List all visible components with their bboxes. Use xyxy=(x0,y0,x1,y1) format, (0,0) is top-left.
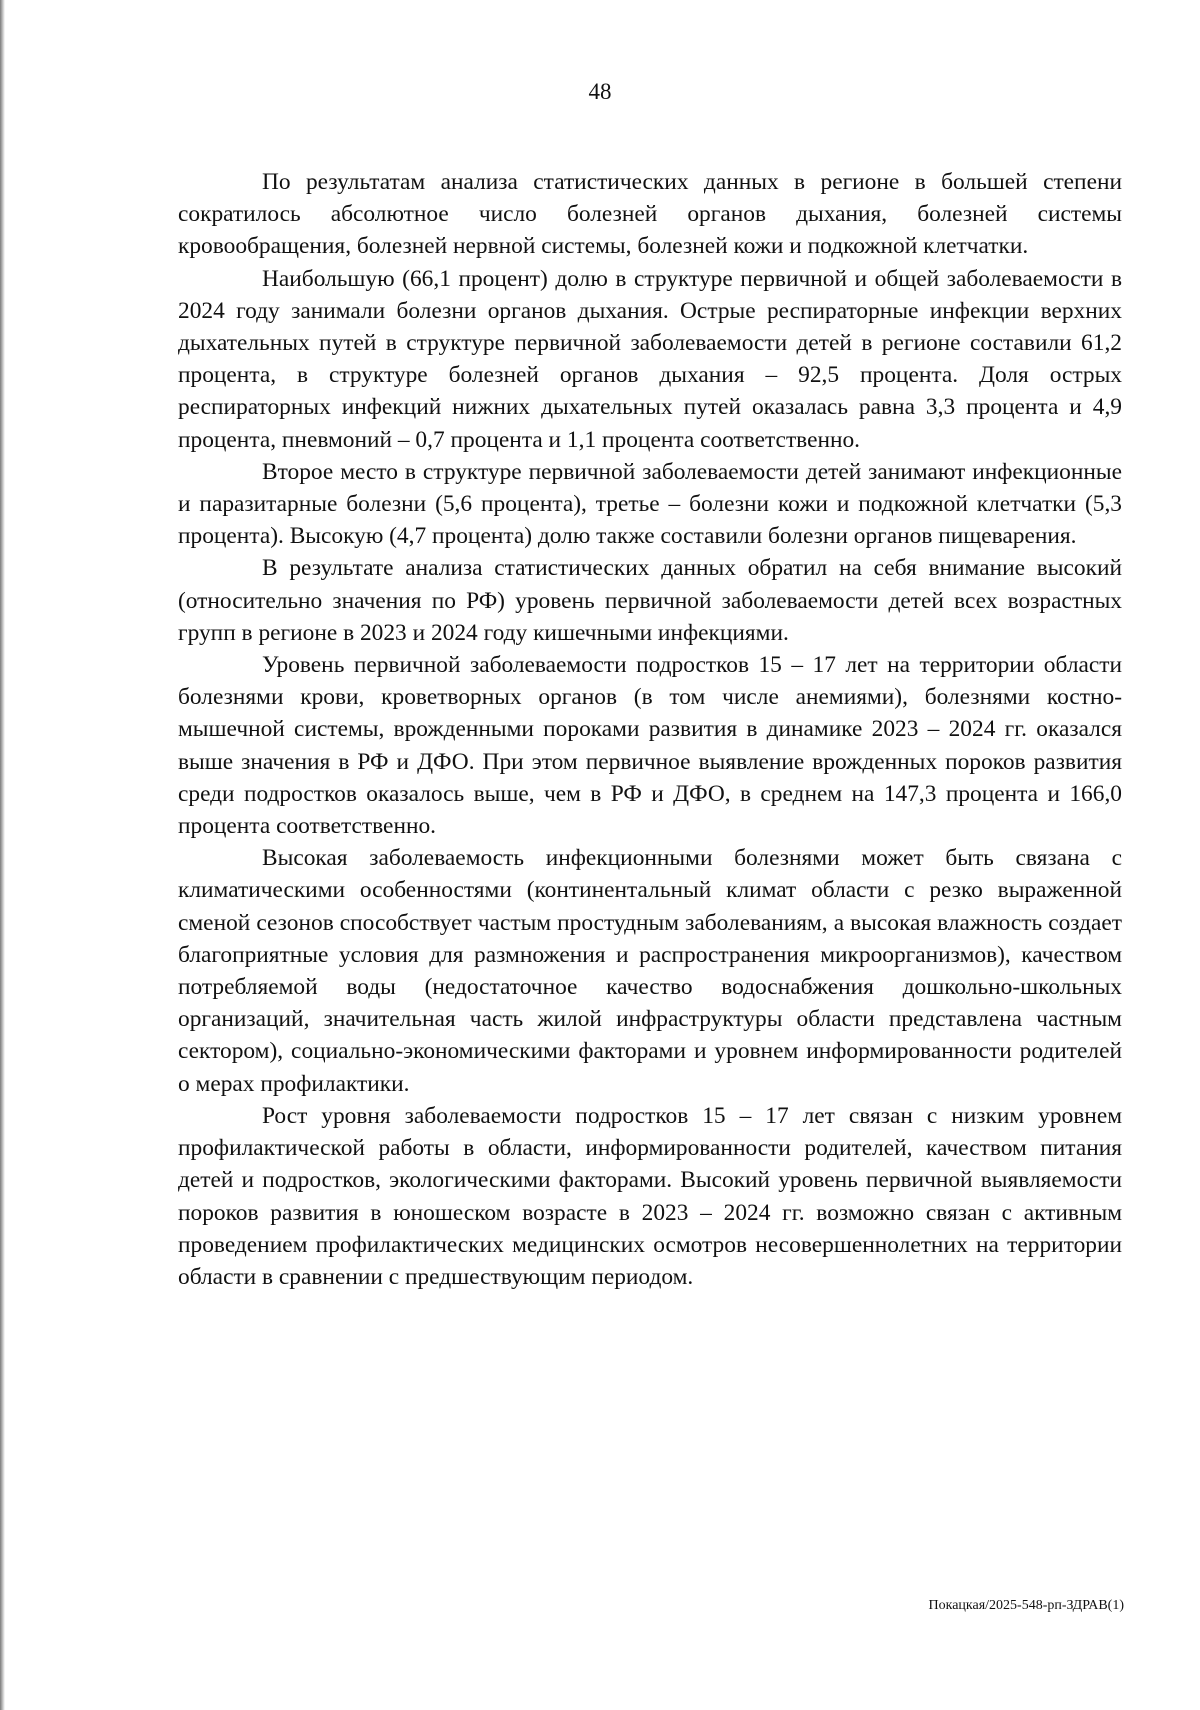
paragraph-2: Наибольшую (66,1 процент) долю в структуре первичной и общей заболеваемости в 2024 году занимали болезни органов дыхания. Острые респираторные инфекции верхних дыхательных путей в структуре первичной заболеваемости детей в регионе составили 61,2 процента, в структуре болезней органов дыхания – 92,5 процента. Доля острых респираторных инфекций нижних дыхательных путей оказалась равна 3,3 процента и 4,9 процента, пневмоний – 0,7 процента и 1,1 процента соответственно. xyxy=(178,265,1122,453)
document-footer-code: Покацкая/2025-548-рп-ЗДРАВ(1) xyxy=(928,1598,1124,1613)
body-text xyxy=(178,166,1122,1293)
paragraph-7: Рост уровня заболеваемости подростков 15 – 17 лет связан с низким уровнем профилактической работы в области, информированности родителей, качеством питания детей и подростков, экологическими факторами. Высокий уровень первичной выявляемости пороков развития в юношеском возрасте в 2023 – 2024 гг. возможно связан с активным проведением профилактических медицинских осмотров несовершеннолетних на территории области в сравнении с предшествующим периодом. xyxy=(178,1102,1122,1290)
paragraph-3: Второе место в структуре первичной заболеваемости детей занимают инфекционные и паразитарные болезни (5,6 процента), третье – болезни кожи и подкожной клетчатки (5,3 процента). Высокую (4,7 процента) долю также составили болезни органов пищеварения. xyxy=(178,458,1122,550)
page-number: 48 xyxy=(588,79,612,104)
paragraph-6: Высокая заболеваемость инфекционными болезнями может быть связана с климатическими особенностями (континентальный климат области с резко выраженной сменой сезонов способствует частым простудным заболеваниям, а высокая влажность создает благоприятные условия для размножения и распространения микроорганизмов), качеством потребляемой воды (недостаточное качество водоснабжения дошкольно-школьных организаций, значительная часть жилой инфраструктуры области представлена частным сектором), социально-экономическими факторами и уровнем информированности родителей о мерах профилактики. xyxy=(178,845,1122,1097)
paragraph-1: По результатам анализа статистических данных в регионе в большей степени сократилось абсолютное число болезней органов дыхания, болезней системы кровообращения, болезней нервной системы, болезней кожи и подкожной клетчатки. xyxy=(178,169,1122,260)
scan-edge-shadow xyxy=(0,0,5,1710)
paragraph-5: Уровень первичной заболеваемости подростков 15 – 17 лет на территории области болезнями крови, кроветворных органов (в том числе анемиями), болезнями костно-мышечной системы, врожденными пороками развития в динамике 2023 – 2024 гг. оказался выше значения в РФ и ДФО. При этом первичное выявление врожденных пороков развития среди подростков оказалось выше, чем в РФ и ДФО, в среднем на 147,3 процента и 166,0 процента соответственно. xyxy=(178,652,1122,840)
paragraph-4: В результате анализа статистических данных обратил на себя внимание высокий (относительно значения по РФ) уровень первичной заболеваемости детей всех возрастных групп в регионе в 2023 и 2024 году кишечными инфекциями. xyxy=(178,555,1122,646)
